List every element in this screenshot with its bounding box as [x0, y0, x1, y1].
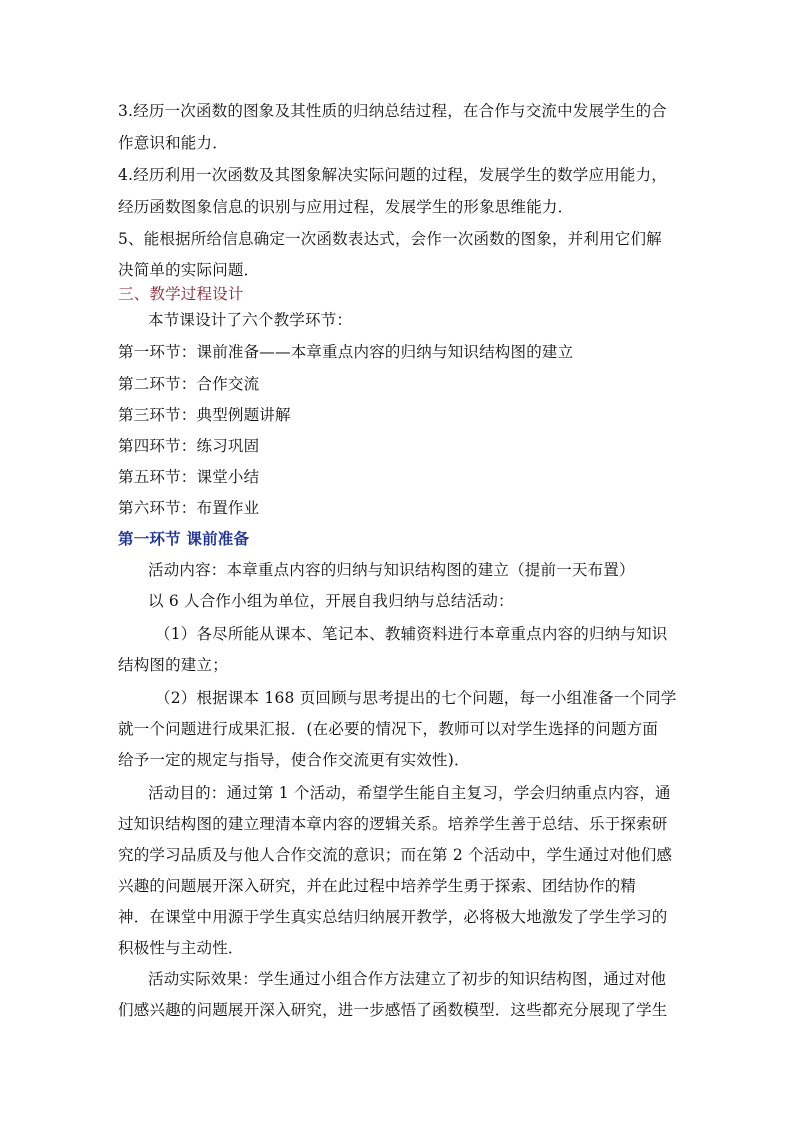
objective-5-line-2: 决简单的实际问题． — [118, 261, 260, 279]
activity-content: 活动内容：本章重点内容的归纳与知识结构图的建立（提前一天布置） — [148, 561, 635, 579]
objective-4-line-2: 经历函数图象信息的识别与应用过程，发展学生的形象思维能力． — [118, 198, 574, 216]
objective-5-line-1: 5、能根据所给信息确定一次函数表达式，会作一次函数的图象，并利用它们解 — [118, 230, 662, 248]
purpose-line: 兴趣的问题展开深入研究，并在此过程中培养学生勇于探索、团结协作的精 — [118, 877, 637, 895]
objective-3-line-1: 3.经历一次函数的图象及其性质的归纳总结过程，在合作与交流中发展学生的合 — [118, 102, 667, 120]
step-item: 第五环节：课堂小结 — [118, 468, 260, 486]
step-item: 第二环节：合作交流 — [118, 375, 260, 393]
step-item: 第一环节：课前准备——本章重点内容的归纳与知识结构图的建立 — [118, 343, 574, 361]
item-1-line-1: （1）各尽所能从课本、笔记本、教辅资料进行本章重点内容的归纳与知识 — [155, 625, 668, 643]
steps-intro: 本节课设计了六个教学环节： — [148, 311, 353, 329]
step1-heading: 第一环节 课前准备 — [118, 529, 250, 548]
item-2-line-3: 给予一定的规定与指导，使合作交流更有实效性)． — [118, 751, 470, 769]
item-1-line-2: 结构图的建立； — [118, 656, 228, 674]
step-item: 第六环节：布置作业 — [118, 499, 260, 517]
item-2-line-2: 就一个问题进行成果汇报．(在必要的情况下，教师可以对学生选择的问题方面 — [118, 720, 659, 738]
purpose-line: 积极性与主动性． — [118, 939, 244, 957]
purpose-line: 究的学习品质及与他人合作交流的意识；而在第 2 个活动中，学生通过对他们感 — [118, 846, 673, 864]
step-item: 第三环节：典型例题讲解 — [118, 406, 291, 424]
purpose-line: 神．在课堂中用源于学生真实总结归纳展开教学，必将极大地激发了学生学习的 — [118, 908, 668, 926]
section-heading: 三、教学过程设计 — [118, 285, 244, 303]
step-item: 第四环节：练习巩固 — [118, 437, 260, 455]
group-line: 以 6 人合作小组为单位，开展自我归纳与总结活动： — [148, 592, 514, 610]
item-2-line-1: （2）根据课本 168 页回顾与思考提出的七个问题，每一小组准备一个同学 — [155, 689, 677, 707]
objective-4-line-1: 4.经历利用一次函数及其图象解决实际问题的过程，发展学生的数学应用能力， — [118, 166, 667, 184]
objective-3-line-2: 作意识和能力． — [118, 134, 228, 152]
effect-line: 活动实际效果：学生通过小组合作方法建立了初步的知识结构图，通过对他 — [148, 970, 667, 988]
purpose-line: 过知识结构图的建立理清本章内容的逻辑关系。培养学生善于总结、乐于探索研 — [118, 815, 668, 833]
purpose-line: 活动目的：通过第 1 个活动，希望学生能自主复习，学会归纳重点内容，通 — [148, 784, 671, 802]
effect-line: 们感兴趣的问题展开深入研究，进一步感悟了函数模型．这些都充分展现了学生 — [118, 1001, 668, 1019]
